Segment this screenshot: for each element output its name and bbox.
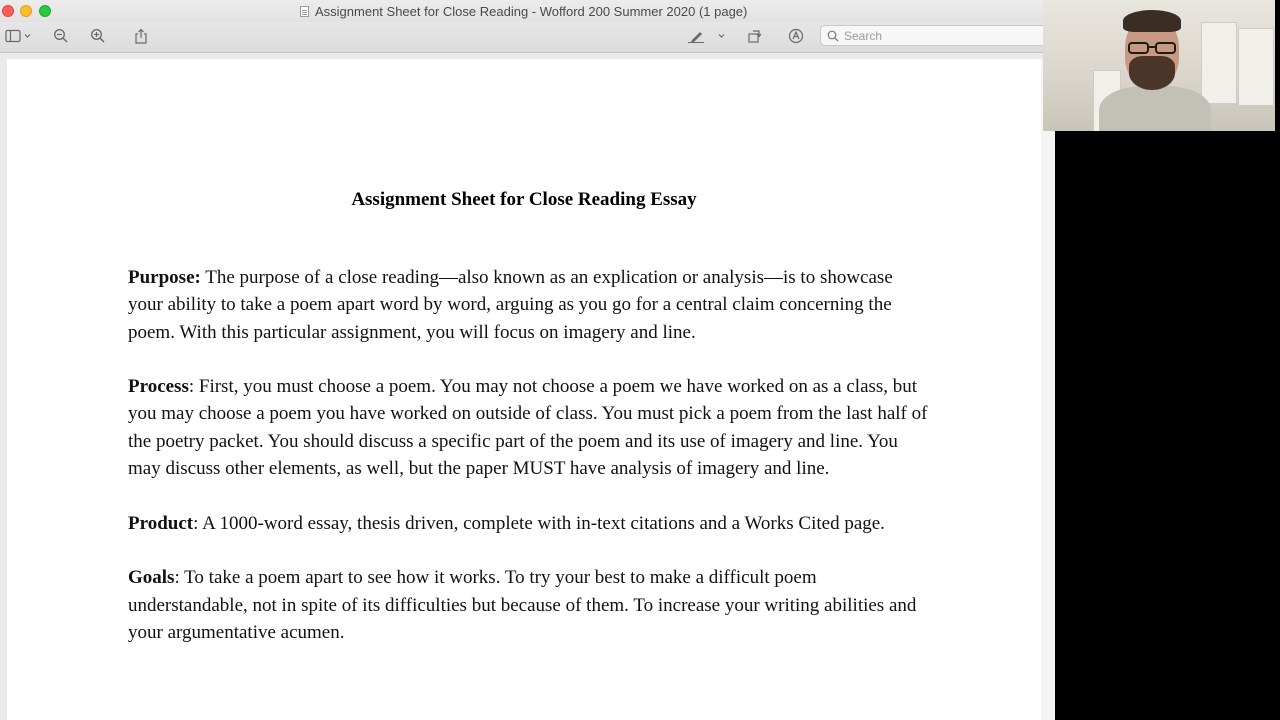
paragraph-process (128, 373, 928, 482)
pdf-page[interactable] (7, 59, 1041, 720)
search-field[interactable] (820, 25, 1055, 46)
minimize-button[interactable] (20, 5, 32, 17)
search-input[interactable] (844, 29, 1024, 43)
paragraph-heading: Product (128, 512, 194, 534)
person-shoulders (1099, 86, 1211, 131)
document-title: Assignment Sheet for Close Reading Essay (351, 189, 697, 210)
scroll-gutter[interactable] (1041, 59, 1055, 720)
webcam-overlay (1043, 0, 1275, 131)
search-icon (827, 30, 839, 42)
rotate-button[interactable] (742, 25, 768, 47)
title-bar[interactable] (0, 0, 1055, 22)
paragraph-goals (128, 564, 928, 646)
share-button[interactable] (128, 25, 154, 47)
glasses-icon (1127, 42, 1177, 54)
background-cabinet (1238, 28, 1274, 106)
paragraph-heading: Purpose: (128, 267, 201, 288)
paragraph-heading: Process (128, 376, 189, 398)
paragraph-purpose (128, 264, 928, 346)
paragraph-heading: Goals (128, 567, 175, 589)
share-icon (134, 28, 148, 44)
person-beard (1129, 56, 1175, 90)
window-title-group (300, 3, 747, 19)
pen-icon (684, 29, 728, 43)
paragraph-product (128, 510, 928, 537)
markup-circle-icon (788, 28, 804, 44)
paragraph-text: : A 1000-word essay, thesis driven, complete with in-text citations and a Works Cited page. (193, 512, 885, 534)
paragraph-text: The purpose of a close reading—also known as an explication or analysis—is to showcase your ability to take a poem apart word by word, arguing as you go for a central claim concerning the poem. With this particular assignment, you will focus on imagery and line. (128, 267, 893, 343)
background-cabinet (1201, 22, 1237, 104)
maximize-button[interactable] (39, 5, 51, 17)
sidebar-icon (5, 29, 33, 43)
black-background (1055, 131, 1280, 720)
paragraph-text: : First, you must choose a poem. You may not choose a poem we have worked on as a class, but you may choose a poem you have worked on outside of class. You must pick a poem from the last half of the poetry packet. You should discuss a specific part of the poem and its use of imagery and line. You may discuss other elements, as well, but the paper MUST have analysis of imagery and line. (128, 376, 928, 480)
sidebar-toggle-button[interactable] (4, 25, 34, 47)
toolbar (0, 22, 1055, 53)
zoom-in-button[interactable] (85, 25, 111, 47)
window-title: Assignment Sheet for Close Reading - Wofford 200 Summer 2020 (1 page) (315, 3, 748, 19)
markup-toolbar-button[interactable] (783, 25, 809, 47)
document-body (128, 264, 928, 673)
paragraph-text: : To take a poem apart to see how it works. To try your best to make a difficult poem understandable, not in spite of its difficulties but because of them. To increase your writing abilities and your argumentative acumen. (128, 567, 917, 643)
rotate-icon (747, 28, 763, 44)
zoom-in-icon (90, 28, 106, 44)
zoom-out-button[interactable] (48, 25, 74, 47)
zoom-out-icon (53, 28, 69, 44)
document-viewer[interactable] (0, 53, 1055, 720)
document-icon (300, 6, 309, 17)
markup-pen-button[interactable] (682, 25, 730, 47)
person-hair (1123, 10, 1181, 32)
close-button[interactable] (2, 5, 14, 17)
